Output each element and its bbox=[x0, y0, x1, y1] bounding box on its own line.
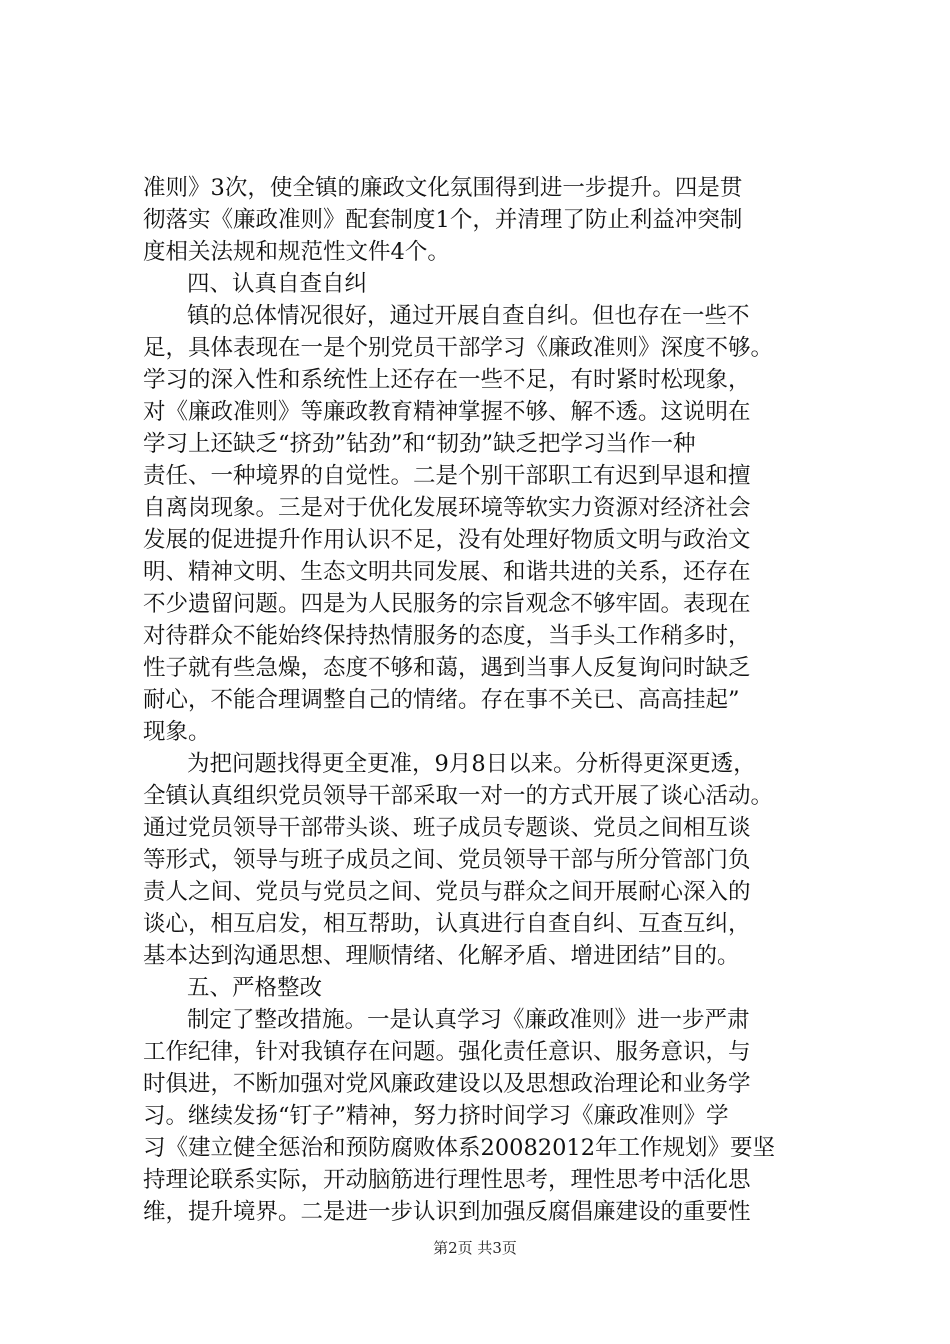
text-line: 工作纪律，针对我镇存在问题。强化责任意识、服务意识，与 bbox=[143, 1039, 751, 1065]
text-line: 足，具体表现在一是个别党员干部学习《廉政准则》深度不够。 bbox=[143, 335, 774, 361]
text-line: 等形式，领导与班子成员之间、党员领导干部与所分管部门负 bbox=[143, 847, 751, 873]
text-line: 全镇认真组织党员领导干部采取一对一的方式开展了谈心活动。 bbox=[143, 783, 774, 809]
text-line: 对《廉政准则》等廉政教育精神掌握不够、解不透。这说明在 bbox=[143, 399, 751, 425]
text-line: 发展的促进提升作用认识不足，没有处理好物质文明与政治文 bbox=[143, 527, 751, 553]
text-line: 自离岗现象。三是对于优化发展环境等软实力资源对经济社会 bbox=[143, 495, 751, 521]
text-line: 对待群众不能始终保持热情服务的态度，当手头工作稍多时， bbox=[143, 623, 751, 649]
text-line: 责人之间、党员与党员之间、党员与群众之间开展耐心深入的 bbox=[143, 879, 751, 905]
page-footer: 第2页 共3页 bbox=[433, 1239, 517, 1257]
paragraph-start-line: 制定了整改措施。一是认真学习《廉政准则》进一步严肃 bbox=[187, 1007, 750, 1033]
text-line: 习。继续发扬“钉子”精神，努力挤时间学习《廉政准则》学 bbox=[143, 1103, 729, 1129]
text-line: 维，提升境界。二是进一步认识到加强反腐倡廉建设的重要性 bbox=[143, 1199, 751, 1225]
text-line: 彻落实《廉政准则》配套制度1个，并清理了防止利益冲突制 bbox=[143, 207, 743, 233]
text-line: 习《建立健全惩治和预防腐败体系20082012年工作规划》要坚 bbox=[143, 1135, 776, 1161]
text-line: 不少遗留问题。四是为人民服务的宗旨观念不够牢固。表现在 bbox=[143, 591, 751, 617]
text-line: 通过党员领导干部带头谈、班子成员专题谈、党员之间相互谈 bbox=[143, 815, 751, 841]
paragraph-start-line: 镇的总体情况很好，通过开展自查自纠。但也存在一些不 bbox=[187, 303, 750, 329]
text-line: 现象。 bbox=[143, 719, 211, 745]
text-line: 明、精神文明、生态文明共同发展、和谐共进的关系，还存在 bbox=[143, 559, 751, 585]
text-line: 性子就有些急燥，态度不够和蔼，遇到当事人反复询问时缺乏 bbox=[143, 655, 751, 681]
text-line: 学习上还缺乏“挤劲”钻劲”和“韧劲”缺乏把学习当作一种 bbox=[143, 431, 696, 457]
paragraph-start-line: 为把问题找得更全更准，9月8日以来。分析得更深更透， bbox=[187, 751, 756, 777]
document-body bbox=[143, 172, 843, 1228]
text-line: 谈心，相互启发，相互帮助，认真进行自查自纠、互查互纠， bbox=[143, 911, 751, 937]
text-line: 度相关法规和规范性文件4个。 bbox=[143, 239, 450, 265]
text-line: 学习的深入性和系统性上还存在一些不足，有时紧时松现象， bbox=[143, 367, 751, 393]
text-line: 耐心，不能合理调整自己的情绪。存在事不关已、高高挂起” bbox=[143, 687, 740, 713]
text-line: 准则》3次，使全镇的廉政文化氛围得到进一步提升。四是贯 bbox=[143, 175, 743, 201]
text-line: 时俱进，不断加强对党风廉政建设以及思想政治理论和业务学 bbox=[143, 1071, 751, 1097]
text-line: 基本达到沟通思想、理顺情绪、化解矛盾、增进团结”目的。 bbox=[143, 943, 740, 969]
paragraph-start-line: 五、严格整改 bbox=[187, 975, 323, 1001]
text-line: 持理论联系实际，开动脑筋进行理性思考，理性思考中活化思 bbox=[143, 1167, 751, 1193]
paragraph-start-line: 四、认真自查自纠 bbox=[187, 271, 368, 297]
text-line: 责任、一种境界的自觉性。二是个别干部职工有迟到早退和擅 bbox=[143, 463, 751, 489]
